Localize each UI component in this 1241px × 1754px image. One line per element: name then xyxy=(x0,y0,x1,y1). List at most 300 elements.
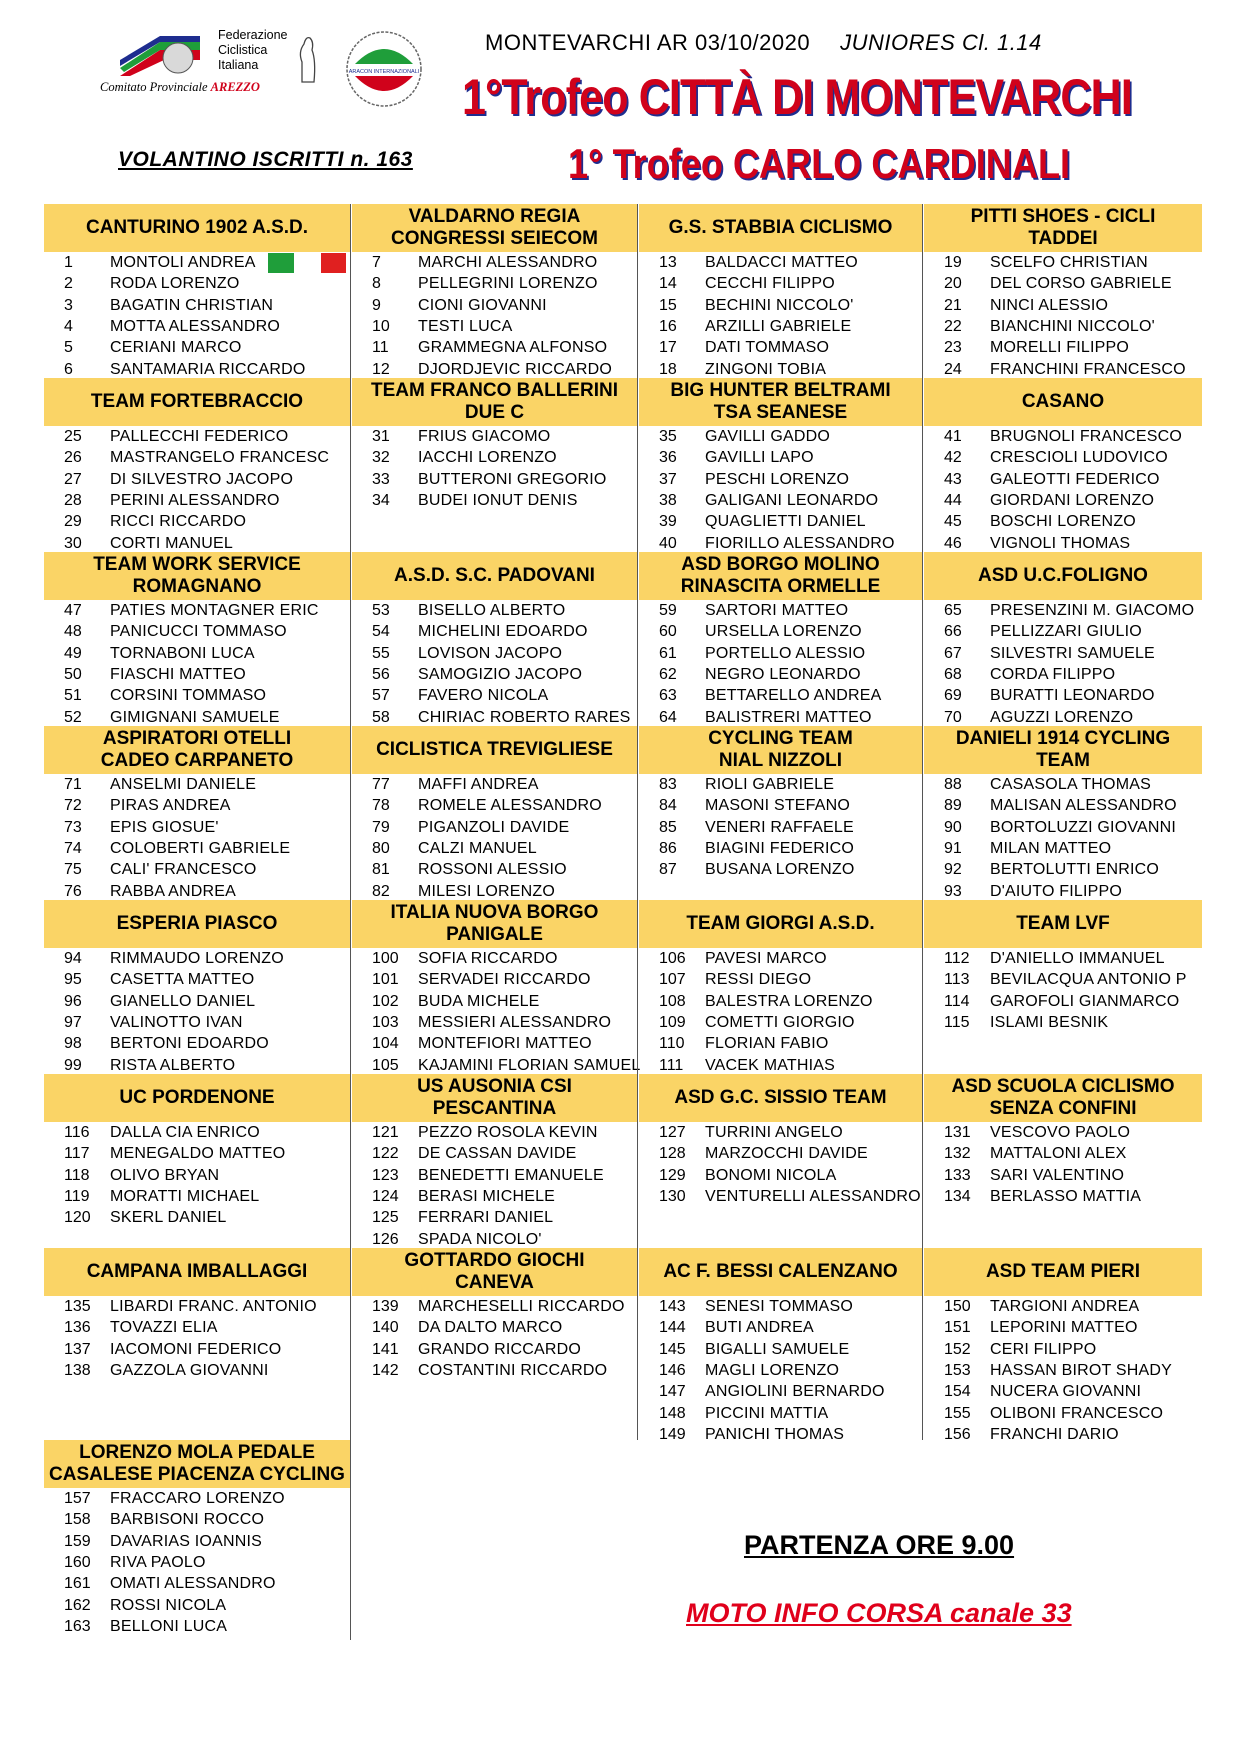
rider-name: EPIS GIOSUE' xyxy=(110,818,219,836)
rider-name: OLIBONI FRANCESCO xyxy=(990,1404,1164,1422)
rider-name: DI SILVESTRO JACOPO xyxy=(110,470,294,488)
rider-name: IACOMONI FEDERICO xyxy=(110,1340,282,1358)
rider-number: 29 xyxy=(64,513,82,531)
rider-number: 119 xyxy=(64,1187,90,1205)
rider-name: SAMOGIZIO JACOPO xyxy=(418,665,583,683)
rider-row xyxy=(639,1055,922,1076)
rider-row xyxy=(639,621,922,642)
rider-row xyxy=(44,707,350,728)
rider-number: 123 xyxy=(372,1166,399,1184)
rider-row xyxy=(352,881,637,902)
rider-row xyxy=(639,1012,922,1033)
rider-row xyxy=(639,1143,922,1164)
rider-name: FLORIAN FABIO xyxy=(705,1035,829,1053)
rider-number: 146 xyxy=(659,1361,686,1379)
rider-number: 88 xyxy=(944,776,962,793)
rider-row xyxy=(924,621,1202,642)
team-name: TEAM FRANCO BALLERINI DUE C xyxy=(352,378,637,426)
rider-number: 17 xyxy=(659,339,677,357)
rider-name: GRAMMEGNA ALFONSO xyxy=(418,339,608,357)
rider-row xyxy=(924,859,1202,880)
rider-row xyxy=(352,252,637,273)
rider-row xyxy=(352,1143,637,1164)
rider-number: 109 xyxy=(659,1013,686,1031)
rider-name: SKERL DANIEL xyxy=(110,1209,227,1227)
rider-name: MOTTA ALESSANDRO xyxy=(110,317,281,335)
rider-name: SCELFO CHRISTIAN xyxy=(990,254,1148,271)
rider-row xyxy=(924,774,1202,795)
rider-row xyxy=(639,1360,922,1381)
rider-number: 145 xyxy=(659,1340,686,1358)
rider-number: 65 xyxy=(944,602,962,619)
rider-name: PORTELLO ALESSIO xyxy=(705,644,866,662)
rider-number: 19 xyxy=(944,254,962,271)
rider-number: 163 xyxy=(64,1617,91,1635)
rider-name: CERI FILIPPO xyxy=(990,1340,1097,1358)
rider-row xyxy=(924,1296,1202,1317)
rider-name: DA DALTO MARCO xyxy=(418,1319,563,1337)
rider-number: 35 xyxy=(659,428,677,445)
rider-number: 21 xyxy=(944,296,962,314)
rider-row xyxy=(639,295,922,316)
rider-number: 86 xyxy=(659,839,677,857)
rider-row xyxy=(352,316,637,337)
rider-number: 24 xyxy=(944,360,962,378)
rider-number: 134 xyxy=(944,1187,971,1205)
rider-name: PESCHI LORENZO xyxy=(705,470,850,488)
rider-name: BECHINI NICCOLO' xyxy=(705,296,854,314)
rider-number: 42 xyxy=(944,449,962,467)
rider-number: 92 xyxy=(944,861,962,879)
rider-row xyxy=(924,838,1202,859)
rider-number: 5 xyxy=(64,339,73,357)
team-name: BIG HUNTER BELTRAMI TSA SEANESE xyxy=(639,378,922,426)
rider-row xyxy=(639,1424,922,1445)
rider-name: SARI VALENTINO xyxy=(990,1166,1125,1184)
rider-row xyxy=(352,1296,637,1317)
rider-number: 80 xyxy=(372,839,390,857)
rider-row xyxy=(639,447,922,468)
rider-row xyxy=(924,359,1202,380)
rider-number: 141 xyxy=(372,1340,399,1358)
rider-number: 84 xyxy=(659,797,677,815)
rider-name: SENESI TOMMASO xyxy=(705,1298,854,1315)
rider-number: 10 xyxy=(372,317,390,335)
race-title: 1°Trofeo CITTÀ DI MONTEVARCHI xyxy=(462,69,1132,125)
rider-row xyxy=(639,643,922,664)
rider-name: PIRAS ANDREA xyxy=(110,797,231,815)
rider-name: MORATTI MICHAEL xyxy=(110,1187,260,1205)
rider-name: CIONI GIOVANNI xyxy=(418,296,547,314)
rider-row xyxy=(352,991,637,1012)
rider-name: CERIANI MARCO xyxy=(110,339,242,357)
rider-row xyxy=(639,359,922,380)
entry-list-label: VOLANTINO ISCRITTI n. 163 xyxy=(118,148,413,171)
rider-number: 66 xyxy=(944,623,962,641)
rider-number: 9 xyxy=(372,296,381,314)
rider-name: DALLA CIA ENRICO xyxy=(110,1124,260,1141)
rider-number: 114 xyxy=(944,992,970,1010)
rider-number: 128 xyxy=(659,1145,686,1163)
rider-name: CORSINI TOMMASO xyxy=(110,687,267,705)
rider-row xyxy=(352,664,637,685)
rider-row xyxy=(44,1207,350,1228)
rider-row xyxy=(44,859,350,880)
rider-row xyxy=(352,447,637,468)
rider-row xyxy=(44,685,350,706)
rider-number: 40 xyxy=(659,534,677,552)
rider-number: 41 xyxy=(944,428,962,445)
rider-number: 2 xyxy=(64,275,73,293)
rider-name: PEZZO ROSOLA KEVIN xyxy=(418,1124,598,1141)
team-name: ITALIA NUOVA BORGO PANIGALE xyxy=(352,900,637,948)
rider-name: BERLASSO MATTIA xyxy=(990,1187,1142,1205)
rider-number: 101 xyxy=(372,971,399,989)
rider-name: PALLECCHI FEDERICO xyxy=(110,428,289,445)
rider-row xyxy=(44,1165,350,1186)
rider-row xyxy=(352,1317,637,1338)
rider-row xyxy=(639,969,922,990)
rider-row xyxy=(639,511,922,532)
committee-city: AREZZO xyxy=(210,80,260,94)
rider-row xyxy=(44,447,350,468)
rider-row xyxy=(44,469,350,490)
rider-row xyxy=(44,273,350,294)
team-name: VALDARNO REGIA CONGRESSI SEIECOM xyxy=(352,204,637,252)
rider-number: 48 xyxy=(64,623,82,641)
rider-row xyxy=(639,664,922,685)
rider-number: 15 xyxy=(659,296,677,314)
rider-name: PELLIZZARI GIULIO xyxy=(990,623,1142,641)
rider-row xyxy=(924,295,1202,316)
rider-row xyxy=(44,1595,350,1616)
team-name: ASD SCUOLA CICLISMO SENZA CONFINI xyxy=(924,1074,1202,1122)
rider-name: VESCOVO PAOLO xyxy=(990,1124,1131,1141)
rider-name: VENERI RAFFAELE xyxy=(705,818,854,836)
rider-row xyxy=(352,426,637,447)
rider-row xyxy=(924,600,1202,621)
fci-line-3: Italiana xyxy=(218,58,259,72)
rider-number: 118 xyxy=(64,1166,90,1184)
rider-row xyxy=(639,838,922,859)
rider-name: TESTI LUCA xyxy=(418,317,513,335)
rider-name: PELLEGRINI LORENZO xyxy=(418,275,598,293)
rider-number: 37 xyxy=(659,470,677,488)
rider-name: CORDA FILIPPO xyxy=(990,665,1116,683)
rider-name: VALINOTTO IVAN xyxy=(110,1013,243,1031)
rider-number: 148 xyxy=(659,1404,686,1422)
rider-name: GRANDO RICCARDO xyxy=(418,1340,582,1358)
rider-number: 33 xyxy=(372,470,390,488)
rider-row xyxy=(639,685,922,706)
rider-row xyxy=(44,817,350,838)
rider-number: 32 xyxy=(372,449,390,467)
rider-number: 46 xyxy=(944,534,962,552)
rider-number: 94 xyxy=(64,950,82,967)
rider-row xyxy=(352,817,637,838)
rider-name: DEL CORSO GABRIELE xyxy=(990,275,1172,293)
rider-number: 71 xyxy=(64,776,82,793)
rider-row xyxy=(44,1573,350,1594)
rider-name: MALISAN ALESSANDRO xyxy=(990,797,1177,815)
team-name: CANTURINO 1902 A.S.D. xyxy=(44,204,350,252)
rider-number: 160 xyxy=(64,1553,91,1571)
rider-row xyxy=(44,774,350,795)
rider-row xyxy=(639,273,922,294)
rider-row xyxy=(639,1317,922,1338)
rider-row xyxy=(44,1296,350,1317)
rider-name: CECCHI FILIPPO xyxy=(705,275,835,293)
rider-row xyxy=(352,774,637,795)
rider-row xyxy=(924,469,1202,490)
rider-row xyxy=(44,664,350,685)
rider-number: 63 xyxy=(659,687,677,705)
rider-number: 158 xyxy=(64,1511,91,1529)
rider-row xyxy=(44,490,350,511)
rider-row xyxy=(924,1186,1202,1207)
rider-name: TORNABONI LUCA xyxy=(110,644,255,662)
rider-name: SOFIA RICCARDO xyxy=(418,950,558,967)
rider-number: 75 xyxy=(64,861,82,879)
rider-row xyxy=(639,707,922,728)
rider-name: BIGALLI SAMUELE xyxy=(705,1340,850,1358)
rider-number: 125 xyxy=(372,1209,399,1227)
rider-row xyxy=(639,426,922,447)
rider-number: 142 xyxy=(372,1361,399,1379)
rider-row xyxy=(639,991,922,1012)
rider-number: 132 xyxy=(944,1145,971,1163)
rider-number: 31 xyxy=(372,428,390,445)
rider-number: 129 xyxy=(659,1166,686,1184)
rider-row xyxy=(352,707,637,728)
committee-prefix: Comitato Provinciale xyxy=(100,80,208,94)
rider-number: 72 xyxy=(64,797,82,815)
rider-number: 12 xyxy=(372,360,390,378)
rider-row xyxy=(639,337,922,358)
rider-number: 138 xyxy=(64,1361,91,1379)
rider-number: 44 xyxy=(944,491,962,509)
location-date: MONTEVARCHI AR 03/10/2020 xyxy=(485,30,811,55)
rider-name: PATIES MONTAGNER ERIC xyxy=(110,602,319,619)
rider-row xyxy=(924,707,1202,728)
rider-row xyxy=(924,991,1202,1012)
rider-row xyxy=(639,533,922,554)
rider-name: BALISTRERI MATTEO xyxy=(705,708,872,726)
rider-number: 133 xyxy=(944,1166,971,1184)
rider-number: 76 xyxy=(64,882,82,900)
rider-name: SERVADEI RICCARDO xyxy=(418,971,591,989)
rider-name: LEPORINI MATTEO xyxy=(990,1319,1138,1337)
rider-name: ANSELMI DANIELE xyxy=(110,776,257,793)
team-name: TEAM WORK SERVICE ROMAGNANO xyxy=(44,552,350,600)
rider-name: GIORDANI LORENZO xyxy=(990,491,1155,509)
rider-name: CALZI MANUEL xyxy=(418,839,537,857)
rider-name: DJORDJEVIC RICCARDO xyxy=(418,360,613,378)
rider-row xyxy=(639,859,922,880)
rider-name: BAGATIN CHRISTIAN xyxy=(110,296,274,314)
rider-number: 85 xyxy=(659,818,677,836)
rider-row xyxy=(44,1012,350,1033)
rider-row xyxy=(924,685,1202,706)
rider-row xyxy=(639,1296,922,1317)
rider-name: SANTAMARIA RICCARDO xyxy=(110,360,306,378)
rider-number: 135 xyxy=(64,1298,91,1315)
rider-row xyxy=(352,1339,637,1360)
rider-name: RISTA ALBERTO xyxy=(110,1056,236,1074)
rider-name: MILESI LORENZO xyxy=(418,882,556,900)
rider-row xyxy=(352,1033,637,1054)
rider-row xyxy=(924,533,1202,554)
rider-number: 1 xyxy=(64,254,73,271)
rider-number: 39 xyxy=(659,513,677,531)
rider-number: 30 xyxy=(64,534,82,552)
rider-row xyxy=(924,511,1202,532)
rider-number: 58 xyxy=(372,708,390,726)
rider-name: GAVILLI GADDO xyxy=(705,428,831,445)
rider-name: DAVARIAS IOANNIS xyxy=(110,1532,262,1550)
rider-name: GALEOTTI FEDERICO xyxy=(990,470,1160,488)
rider-number: 96 xyxy=(64,992,82,1010)
rider-name: BUTI ANDREA xyxy=(705,1319,814,1337)
rider-name: BRUGNOLI FRANCESCO xyxy=(990,428,1183,445)
column-divider xyxy=(350,204,351,1640)
rider-row xyxy=(44,1033,350,1054)
rider-name: BURATTI LEONARDO xyxy=(990,687,1155,705)
team-name: G.S. STABBIA CICLISMO xyxy=(639,204,922,252)
rider-row xyxy=(639,1403,922,1424)
rider-number: 52 xyxy=(64,708,82,726)
rider-row xyxy=(44,1616,350,1637)
rider-row xyxy=(924,1424,1202,1445)
rider-number: 93 xyxy=(944,882,962,900)
team-name: TEAM GIORGI A.S.D. xyxy=(639,900,922,948)
rider-number: 117 xyxy=(64,1145,90,1163)
rider-number: 136 xyxy=(64,1319,91,1337)
rider-name: BALESTRA LORENZO xyxy=(705,992,873,1010)
rider-number: 126 xyxy=(372,1230,399,1248)
rider-number: 54 xyxy=(372,623,390,641)
rider-row xyxy=(924,643,1202,664)
rider-number: 100 xyxy=(372,950,399,967)
rider-name: COLOBERTI GABRIELE xyxy=(110,839,291,857)
team-name: DANIELI 1914 CYCLING TEAM xyxy=(924,726,1202,774)
rider-number: 152 xyxy=(944,1340,971,1358)
rider-number: 50 xyxy=(64,665,82,683)
rider-name: FAVERO NICOLA xyxy=(418,687,549,705)
rider-row xyxy=(352,1055,641,1076)
rider-row xyxy=(44,1509,350,1530)
rider-name: FRANCHINI FRANCESCO xyxy=(990,360,1186,378)
rider-row xyxy=(924,490,1202,511)
rider-row xyxy=(924,252,1202,273)
rider-number: 162 xyxy=(64,1596,91,1614)
rider-number: 154 xyxy=(944,1383,971,1401)
team-name: CYCLING TEAM NIAL NIZZOLI xyxy=(639,726,922,774)
rider-number: 60 xyxy=(659,623,677,641)
rider-row xyxy=(639,948,922,969)
rider-number: 131 xyxy=(944,1124,971,1141)
rider-number: 116 xyxy=(64,1124,90,1141)
rider-number: 7 xyxy=(372,254,381,271)
team-name: TEAM FORTEBRACCIO xyxy=(44,378,350,426)
italy-flag-icon xyxy=(226,253,346,273)
rider-number: 22 xyxy=(944,317,962,335)
rider-name: GAVILLI LAPO xyxy=(705,449,814,467)
rider-row xyxy=(639,1186,922,1207)
rider-name: BISELLO ALBERTO xyxy=(418,602,566,619)
rider-name: GAZZOLA GIOVANNI xyxy=(110,1361,269,1379)
rider-row xyxy=(44,1143,350,1164)
start-time: PARTENZA ORE 9.00 xyxy=(744,1530,1015,1560)
rider-number: 28 xyxy=(64,491,82,509)
rider-row xyxy=(924,1403,1202,1424)
rider-row xyxy=(44,838,350,859)
race-subtitle: 1° Trofeo CARLO CARDINALI xyxy=(568,140,1071,187)
rider-number: 95 xyxy=(64,971,82,989)
team-name: ASPIRATORI OTELLI CADEO CARPANETO xyxy=(44,726,350,774)
rider-name: MARCHI ALESSANDRO xyxy=(418,254,598,271)
rider-row xyxy=(639,817,922,838)
rider-name: BOSCHI LORENZO xyxy=(990,513,1136,531)
rider-name: ZINGONI TOBIA xyxy=(705,360,827,378)
rider-row xyxy=(639,795,922,816)
rider-number: 78 xyxy=(372,797,390,815)
rider-row xyxy=(352,1165,637,1186)
rider-row xyxy=(352,490,637,511)
rider-number: 36 xyxy=(659,449,677,467)
rider-name: TURRINI ANGELO xyxy=(705,1124,843,1141)
rider-row xyxy=(44,295,350,316)
rider-row xyxy=(924,1165,1202,1186)
rider-number: 89 xyxy=(944,797,962,815)
rider-name: DATI TOMMASO xyxy=(705,339,830,357)
rider-row xyxy=(924,1317,1202,1338)
rider-number: 4 xyxy=(64,317,73,335)
rider-number: 77 xyxy=(372,776,390,793)
rider-row xyxy=(352,1012,637,1033)
rider-name: PICCINI MATTIA xyxy=(705,1404,829,1422)
rider-name: LIBARDI FRANC. ANTONIO xyxy=(110,1298,317,1315)
rider-name: NEGRO LEONARDO xyxy=(705,665,861,683)
rider-name: MAGLI LORENZO xyxy=(705,1361,840,1379)
rider-number: 57 xyxy=(372,687,390,705)
team-name: ESPERIA PIASCO xyxy=(44,900,350,948)
rider-number: 49 xyxy=(64,644,82,662)
rider-number: 91 xyxy=(944,839,962,857)
rider-row xyxy=(44,1186,350,1207)
rider-name: FIASCHI MATTEO xyxy=(110,665,246,683)
rider-row xyxy=(924,426,1202,447)
rider-number: 56 xyxy=(372,665,390,683)
rider-name: GIMIGNANI SAMUELE xyxy=(110,708,280,726)
rider-number: 14 xyxy=(659,275,677,293)
rider-number: 6 xyxy=(64,360,73,378)
rider-name: LOVISON JACOPO xyxy=(418,644,563,662)
rider-name: MICHELINI EDOARDO xyxy=(418,623,588,641)
rider-number: 62 xyxy=(659,665,677,683)
rider-row xyxy=(352,643,637,664)
rider-name: BUDEI IONUT DENIS xyxy=(418,491,578,509)
rider-number: 90 xyxy=(944,818,962,836)
rider-row xyxy=(924,1143,1202,1164)
rider-number: 8 xyxy=(372,275,381,293)
rider-name: D'AIUTO FILIPPO xyxy=(990,882,1123,900)
rider-row xyxy=(44,1055,350,1076)
rider-row xyxy=(352,469,637,490)
rider-name: BONOMI NICOLA xyxy=(705,1166,837,1184)
rider-number: 51 xyxy=(64,687,82,705)
rider-row xyxy=(352,838,637,859)
